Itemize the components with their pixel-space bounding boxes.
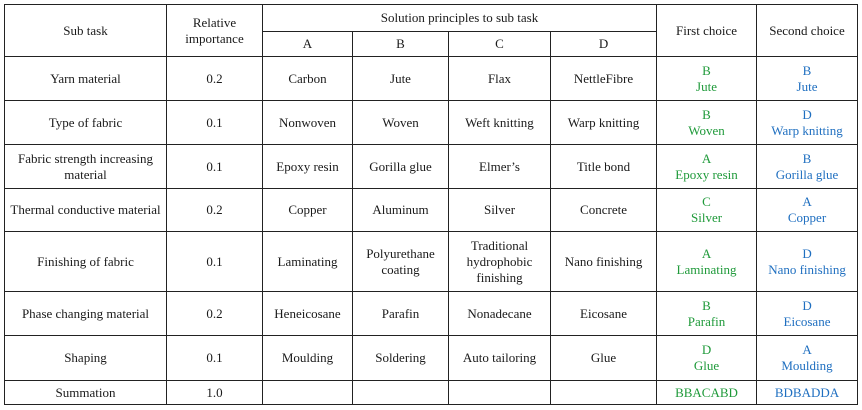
option-d-cell: Eicosane — [551, 292, 657, 336]
first-choice-cell — [657, 145, 757, 189]
second-choice-name: Gorilla glue — [775, 166, 839, 182]
option-a-cell: Laminating — [263, 232, 353, 292]
first-choice-letter: B — [702, 106, 711, 122]
summation-first-choice: BBACABD — [657, 381, 757, 405]
header-row — [5, 5, 858, 32]
importance-cell: 0.2 — [167, 292, 263, 336]
option-b-cell: Woven — [353, 101, 449, 145]
header-col-d: D — [551, 32, 657, 57]
option-c-cell: Elmer’s — [449, 145, 551, 189]
importance-cell: 0.2 — [167, 57, 263, 101]
second-choice-letter: A — [802, 342, 812, 357]
table-row — [5, 145, 858, 189]
first-choice-name: Silver — [690, 210, 723, 225]
second-choice-name: Warp knitting — [771, 122, 843, 138]
second-choice-cell — [757, 189, 858, 232]
option-b-cell: Soldering — [353, 336, 449, 381]
first-choice-letter: A — [701, 245, 712, 261]
importance-cell: 0.1 — [167, 232, 263, 292]
option-d-cell: NettleFibre — [551, 57, 657, 101]
summation-importance: 1.0 — [167, 381, 263, 405]
table-row — [5, 57, 858, 101]
second-choice-cell — [757, 145, 858, 189]
second-choice-cell — [757, 57, 858, 101]
header-relative-importance: Relative importance — [167, 5, 263, 57]
first-choice-name: Woven — [688, 122, 725, 138]
second-choice-letter: A — [802, 194, 812, 209]
table-row — [5, 189, 858, 232]
option-a-cell: Moulding — [263, 336, 353, 381]
first-choice-name: Laminating — [676, 261, 737, 277]
option-c-cell: Nonadecane — [449, 292, 551, 336]
second-choice-letter: D — [802, 245, 812, 261]
sub-task-cell: Yarn material — [5, 57, 167, 101]
importance-cell: 0.1 — [167, 101, 263, 145]
option-d-cell: Concrete — [551, 189, 657, 232]
option-d-cell: Nano finishing — [551, 232, 657, 292]
first-choice-cell — [657, 57, 757, 101]
option-c-cell: Auto tailoring — [449, 336, 551, 381]
option-b-cell: Parafin — [353, 292, 449, 336]
table-row — [5, 292, 858, 336]
second-choice-cell — [757, 101, 858, 145]
morphological-decision-table — [4, 4, 858, 405]
option-b-cell: Jute — [353, 57, 449, 101]
header-solution-principles: Solution principles to sub task — [263, 5, 657, 32]
second-choice-name: Nano finishing — [768, 261, 846, 277]
sub-task-cell: Type of fabric — [5, 101, 167, 145]
first-choice-name: Parafin — [687, 313, 726, 329]
importance-cell: 0.1 — [167, 145, 263, 189]
option-a-cell: Epoxy resin — [263, 145, 353, 189]
first-choice-name: Jute — [696, 78, 717, 94]
table-row — [5, 336, 858, 381]
second-choice-cell — [757, 336, 858, 381]
header-second-choice: Second choice — [757, 5, 858, 57]
first-choice-name: Glue — [693, 358, 720, 373]
first-choice-cell — [657, 232, 757, 292]
option-a-cell: Nonwoven — [263, 101, 353, 145]
first-choice-letter: C — [702, 194, 711, 209]
first-choice-cell — [657, 189, 757, 232]
second-choice-cell — [757, 292, 858, 336]
second-choice-name: Eicosane — [783, 313, 831, 329]
sub-task-cell: Phase changing material — [5, 292, 167, 336]
first-choice-cell — [657, 101, 757, 145]
option-d-cell: Title bond — [551, 145, 657, 189]
sub-task-cell: Finishing of fabric — [5, 232, 167, 292]
option-a-cell: Copper — [263, 189, 353, 232]
sub-task-cell: Fabric strength increasing material — [5, 145, 167, 189]
option-c-cell: Traditional hydrophobic finishing — [449, 232, 551, 292]
second-choice-name: Jute — [796, 78, 818, 94]
first-choice-letter: A — [701, 150, 712, 166]
header-col-a: A — [263, 32, 353, 57]
sub-task-cell: Shaping — [5, 336, 167, 381]
importance-cell: 0.1 — [167, 336, 263, 381]
empty-cell — [551, 381, 657, 405]
header-col-c: C — [449, 32, 551, 57]
second-choice-letter: B — [802, 150, 812, 166]
second-choice-name: Moulding — [781, 358, 833, 373]
option-d-cell: Warp knitting — [551, 101, 657, 145]
empty-cell — [263, 381, 353, 405]
table-row — [5, 101, 858, 145]
option-b-cell: Aluminum — [353, 189, 449, 232]
second-choice-name: Copper — [787, 210, 827, 225]
summation-second-choice: BDBADDA — [757, 381, 858, 405]
first-choice-name: Epoxy resin — [675, 166, 738, 182]
second-choice-letter: D — [802, 106, 812, 122]
option-c-cell: Silver — [449, 189, 551, 232]
summation-label: Summation — [5, 381, 167, 405]
first-choice-letter: B — [702, 297, 711, 313]
first-choice-cell — [657, 336, 757, 381]
second-choice-letter: B — [802, 62, 812, 78]
option-a-cell: Heneicosane — [263, 292, 353, 336]
first-choice-letter: B — [702, 62, 711, 78]
second-choice-cell — [757, 232, 858, 292]
option-c-cell: Flax — [449, 57, 551, 101]
first-choice-letter: D — [701, 342, 712, 357]
option-a-cell: Carbon — [263, 57, 353, 101]
option-d-cell: Glue — [551, 336, 657, 381]
first-choice-cell — [657, 292, 757, 336]
header-first-choice: First choice — [657, 5, 757, 57]
second-choice-letter: D — [802, 297, 812, 313]
header-col-b: B — [353, 32, 449, 57]
sub-task-cell: Thermal conductive material — [5, 189, 167, 232]
empty-cell — [353, 381, 449, 405]
table-row — [5, 232, 858, 292]
option-c-cell: Weft knitting — [449, 101, 551, 145]
importance-cell: 0.2 — [167, 189, 263, 232]
header-sub-task: Sub task — [5, 5, 167, 57]
option-b-cell: Gorilla glue — [353, 145, 449, 189]
empty-cell — [449, 381, 551, 405]
summation-row — [5, 381, 858, 405]
option-b-cell: Polyurethane coating — [353, 232, 449, 292]
